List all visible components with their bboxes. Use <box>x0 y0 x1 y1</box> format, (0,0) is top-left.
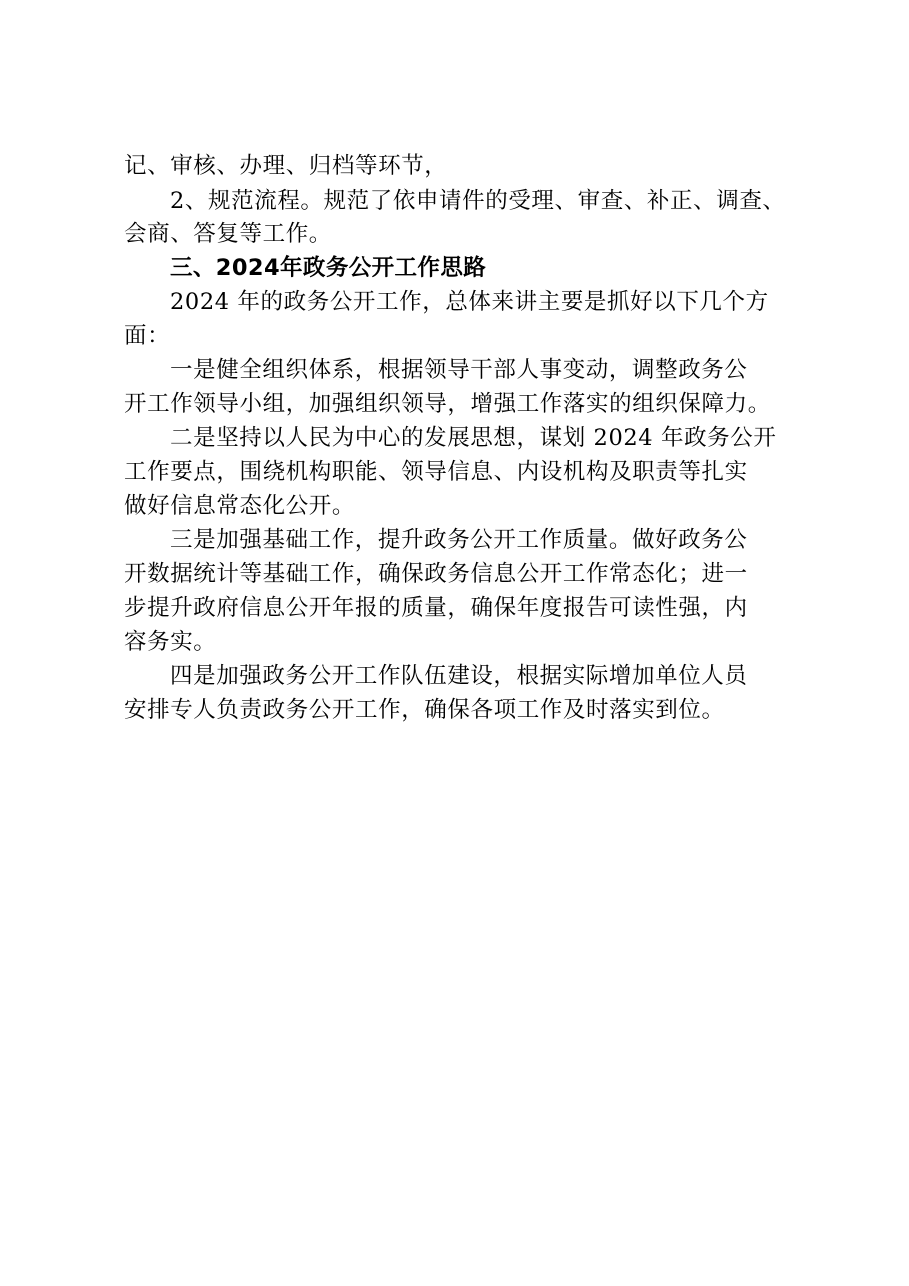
section-heading: 三、2024年政务公开工作思路 <box>170 255 487 281</box>
paragraph-line: 开数据统计等基础工作，确保政务信息公开工作常态化；进一 <box>124 561 748 587</box>
paragraph-line: 一是健全组织体系，根据领导干部人事变动，调整政务公 <box>170 357 748 383</box>
paragraph-line: 面： <box>124 323 171 349</box>
paragraph-line: 二是坚持以人民为中心的发展思想，谋划 2024 年政务公开 <box>170 425 777 451</box>
paragraph-line: 开工作领导小组，加强组织领导，增强工作落实的组织保障力。 <box>124 391 771 417</box>
paragraph-line: 步提升政府信息公开年报的质量，确保年度报告可读性强，内 <box>124 595 748 621</box>
paragraph-line: 工作要点，围绕机构职能、领导信息、内设机构及职责等扎实 <box>124 459 748 485</box>
paragraph-line: 三是加强基础工作，提升政务公开工作质量。做好政务公 <box>170 527 748 553</box>
paragraph-line: 2、规范流程。规范了依申请件的受理、审查、补正、调查、 <box>170 188 786 214</box>
paragraph-line: 会商、答复等工作。 <box>124 221 332 247</box>
paragraph-line: 安排专人负责政务公开工作，确保各项工作及时落实到位。 <box>124 697 725 723</box>
paragraph-line: 记、审核、办理、归档等环节， <box>124 153 448 179</box>
paragraph-line: 做好信息常态化公开。 <box>124 493 356 519</box>
paragraph-line: 2024 年的政务公开工作，总体来讲主要是抓好以下几个方 <box>170 289 769 315</box>
paragraph-line: 容务实。 <box>124 629 217 655</box>
paragraph-line: 四是加强政务公开工作队伍建设，根据实际增加单位人员 <box>170 663 748 689</box>
